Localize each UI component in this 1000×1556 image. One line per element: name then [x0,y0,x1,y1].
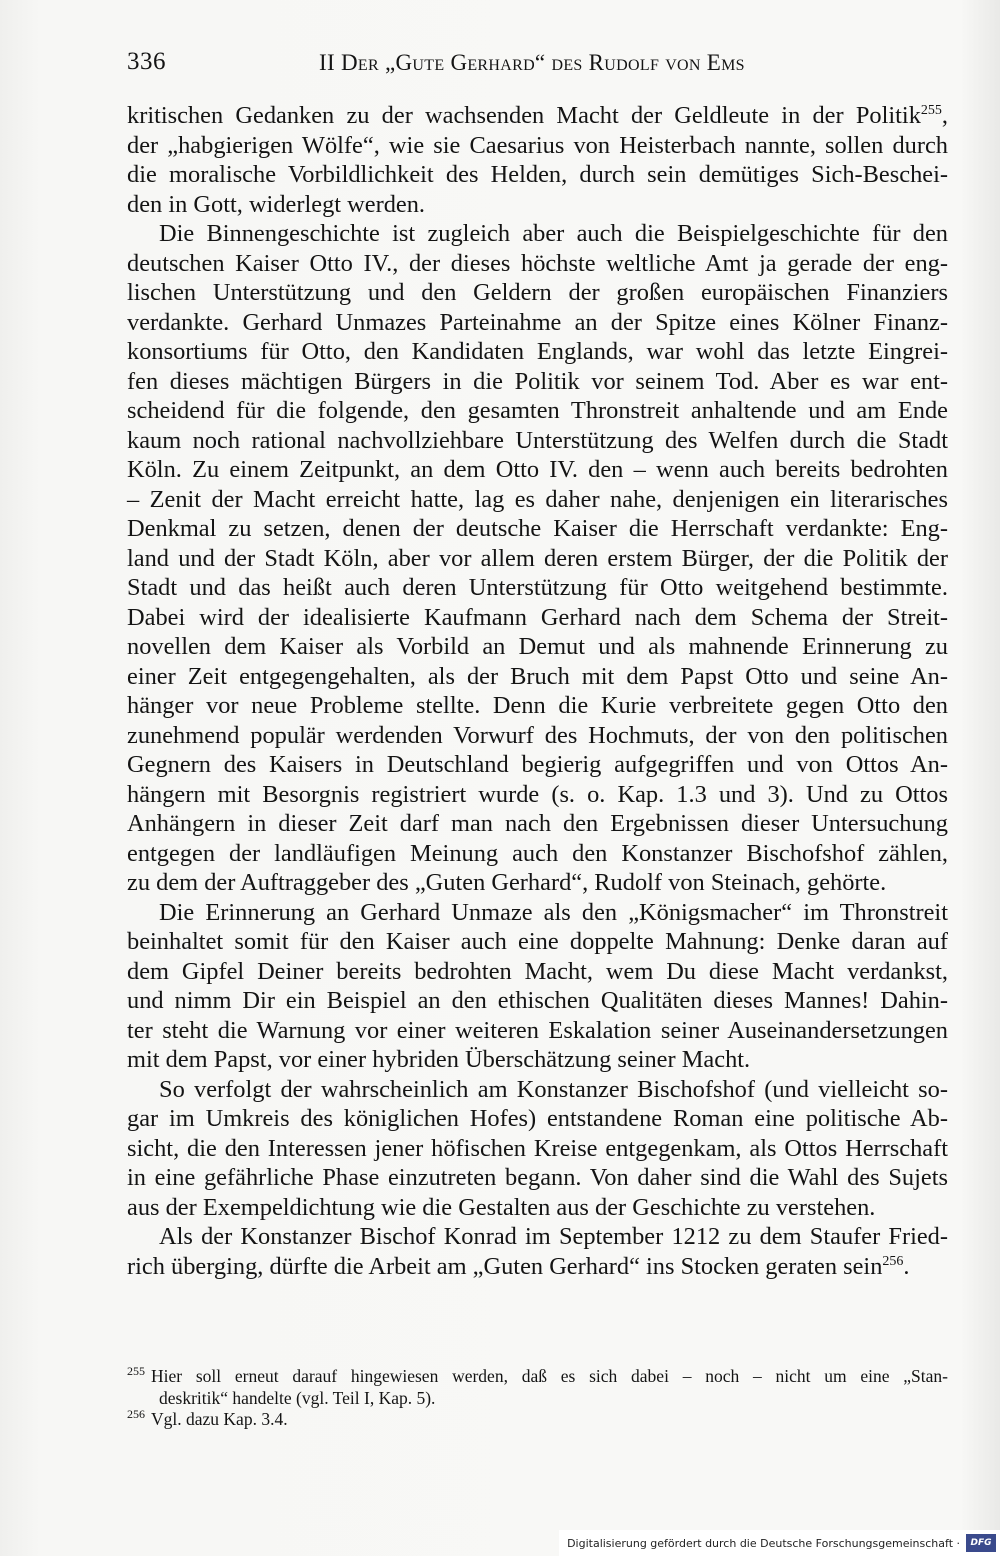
text-line [127,1163,948,1193]
text-line [127,927,948,957]
text-segment: Gegnern des Kaisers in Deutschland begierig aufgegriffen und von Ottos An- [127,751,948,778]
body-text [127,101,948,1281]
text-line [127,986,948,1016]
text-line [127,160,948,190]
text-segment: die moralische Vorbildlichkeit des Helden, durch sein demütiges Sich-Beschei- [127,161,948,188]
text-segment: zunehmend populär werdenden Vorwurf des Hochmuts, der von den politischen [127,721,948,749]
text-line [127,219,948,249]
text-line [127,1075,948,1105]
text-line [127,101,948,131]
footnotes [127,1366,948,1431]
text-line [127,750,948,780]
text-segment: sicht, die den Interessen jener höfischen Kreise entgegenkam, als Ottos Herrschaft [127,1134,948,1162]
text-segment: kritischen Gedanken zu der wachsenden Macht der Geldleute in der Politik [127,102,921,129]
text-segment: zu dem der Auftraggeber des „Guten Gerhard“, Rudolf von Steinach, gehörte. [127,869,887,896]
text-segment: verdankte. Gerhard Unmazes Parteinahme an der Spitze eines Kölner Finanz- [127,308,948,336]
text-line [127,868,948,898]
text-line [127,662,948,692]
credit-text: Digitalisierung gefördert durch die Deutsche Forschungsgemeinschaft · [567,1536,960,1550]
text-segment: Stadt und das heißt auch deren Unterstützung für Otto weitgehend bestimmte. [127,574,948,601]
digitization-credit [559,1530,1000,1556]
text-segment: in eine gefährliche Phase einzutreten begann. Von daher sind die Wahl des Sujets [127,1164,948,1191]
text-line [127,1016,948,1046]
text-line [127,721,948,751]
footnote-line [127,1388,948,1410]
text-line [127,632,948,662]
text-segment: deutschen Kaiser Otto IV., der dieses höchste weltliche Amt ja gerade der eng- [127,249,948,277]
text-line [127,455,948,485]
text-segment: aus der Exempeldichtung wie die Gestalten aus der Geschichte zu verstehen. [127,1193,876,1221]
footnote-reference: 256 [882,1253,904,1269]
running-head [127,48,948,84]
text-segment: Als der Konstanzer Bischof Konrad im September 1212 zu dem Staufer Fried- [159,1223,948,1250]
text-segment: Dabei wird der idealisierte Kaufmann Gerhard nach dem Schema der Streit- [127,603,948,631]
text-line [127,514,948,544]
footnote-number: 255 [127,1364,145,1379]
text-segment: ter steht die Warnung vor einer weiteren Eskalation seiner Auseinandersetzungen [127,1016,948,1044]
text-segment: . [903,1252,910,1280]
footnote-number: 256 [127,1407,145,1422]
footnote-line [127,1409,948,1431]
text-line [127,367,948,397]
text-segment: dem Gipfel Deiner bereits bedrohten Macht, wem Du diese Macht verdankst, [127,957,948,985]
footnote-text: Vgl. dazu Kap. 3.4. [151,1409,288,1429]
text-segment: hänger vor neue Probleme stellte. Denn die Kurie verbreitete gegen Otto den [127,692,948,719]
text-segment: den in Gott, widerlegt werden. [127,190,426,218]
text-line [127,249,948,279]
text-segment: scheidend für die folgende, den gesamten Thronstreit anhaltende und am Ende [127,397,948,424]
text-line [127,839,948,869]
text-line [127,426,948,456]
text-segment: novellen dem Kaiser als Vorbild an Demut und als mahnende Erinnerung zu [127,633,948,660]
footnote-text: deskritik“ handelte (vgl. Teil I, Kap. 5). [159,1387,436,1408]
text-segment: und nimm Dir ein Beispiel an den ethischen Qualitäten dieses Mannes! Dahin- [127,987,948,1014]
footnote-text: Hier soll erneut darauf hingewiesen werden, daß es sich dabei – noch – nicht um eine „Stan- [151,1366,948,1386]
text-segment: mit dem Papst, vor einer hybriden Überschätzung seiner Macht. [127,1046,751,1073]
text-segment: So verfolgt der wahrscheinlich am Konstanzer Bischofshof (und vielleicht so- [159,1075,948,1103]
text-segment: land und der Stadt Köln, aber vor allem deren erstem Bürger, der die Politik der [127,544,948,572]
text-line [127,131,948,161]
text-line [127,573,948,603]
text-line [127,337,948,367]
text-line [127,898,948,928]
text-line [127,308,948,338]
text-segment: Anhängern in dieser Zeit darf man nach den Ergebnissen dieser Untersuchung [127,810,948,837]
text-line [127,544,948,574]
text-line [127,809,948,839]
text-segment: rich überging, dürfte die Arbeit am „Guten Gerhard“ ins Stocken geraten sein [127,1252,883,1280]
text-line [127,1222,948,1252]
running-title: II Der „Gute Gerhard“ des Rudolf von Ems [319,50,745,75]
text-segment: der „habgierigen Wölfe“, wie sie Caesarius von Heisterbach nannte, sollen durch [127,131,948,159]
text-line [127,1104,948,1134]
text-segment: Die Erinnerung an Gerhard Unmaze als den „Königsmacher“ im Thronstreit [159,898,948,926]
text-segment: – Zenit der Macht erreicht hatte, lag es daher nahe, denjenigen ein literarisches [127,485,948,513]
text-segment: , [941,102,948,129]
text-line [127,691,948,721]
text-segment: gar im Umkreis des königlichen Hofes) entstandene Roman eine politische Ab- [127,1105,948,1132]
text-segment: Die Binnengeschichte ist zugleich aber auch die Beispielgeschichte für den [159,220,948,247]
text-segment: lischen Unterstützung und den Geldern der großen europäischen Finanziers [127,279,948,306]
page-number: 336 [127,48,166,75]
text-segment: einer Zeit entgegengehalten, als der Bruch mit dem Papst Otto und seine An- [127,662,948,690]
text-line [127,603,948,633]
text-segment: hängern mit Besorgnis registriert wurde (s. o. Kap. 1.3 und 3). Und zu Ottos [127,780,948,808]
text-line [127,780,948,810]
text-segment: fen dieses mächtigen Bürgers in die Politik vor seinem Tod. Aber es war ent- [127,367,948,395]
text-line [127,1193,948,1223]
text-line [127,1045,948,1075]
text-segment: Denkmal zu setzen, denen der deutsche Kaiser die Herrschaft verdankte: Eng- [127,515,948,542]
footnote-line [127,1366,948,1388]
text-segment: kaum noch rational nachvollziehbare Unterstützung des Welfen durch die Stadt [127,426,948,454]
text-segment: beinhaltet somit für den Kaiser auch eine doppelte Mahnung: Denke daran auf [127,928,948,955]
text-line [127,1252,948,1282]
text-segment: konsortiums für Otto, den Kandidaten Englands, war wohl das letzte Eingrei- [127,338,948,365]
text-segment: Köln. Zu einem Zeitpunkt, an dem Otto IV. den – wenn auch bereits bedrohten [127,456,948,483]
text-line [127,485,948,515]
text-segment: entgegen der landläufigen Meinung auch den Konstanzer Bischofshof zählen, [127,839,948,867]
text-line [127,278,948,308]
text-line [127,396,948,426]
text-line [127,957,948,987]
dfg-logo-icon: DFG [966,1534,996,1552]
footnote-reference: 255 [920,102,942,118]
text-line [127,1134,948,1164]
text-line [127,190,948,220]
